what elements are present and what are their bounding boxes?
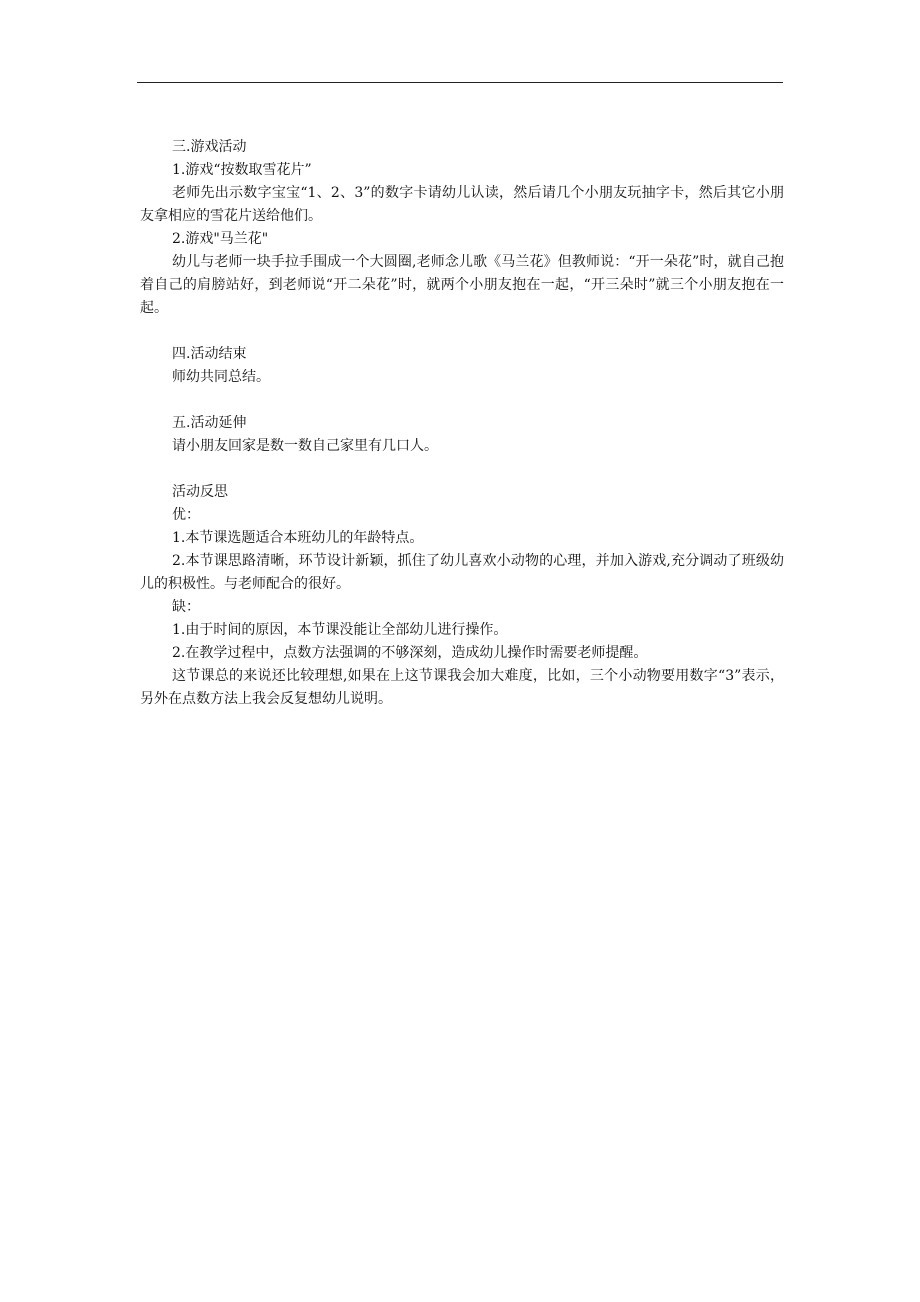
spacer [140,389,784,412]
section-5-heading: 五.活动延伸 [172,415,247,431]
pro-item-2: 2.本节课思路清晰，环节设计新颖，抓住了幼儿喜欢小动物的心理，并加入游戏,充分调动了班级幼儿的积极性。与老师配合的很好。 [140,553,784,592]
game-2-text: 幼儿与老师一块手拉手围成一个大圆圈,老师念儿歌《马兰花》但教师说：“开一朵花”时，就自己抱着自己的肩膀站好，到老师说“开二朵花”时，就两个小朋友抱在一起，“开三朵时”就三个小朋友抱在一起。 [140,254,784,316]
game-1-title: 1.游戏“按数取雪花片” [172,162,312,178]
spacer [140,458,784,481]
con-item-1: 1.由于时间的原因，本节课没能让全部幼儿进行操作。 [172,622,508,638]
spacer [140,320,784,343]
section-4-text: 师幼共同总结。 [172,369,270,385]
document-body [140,136,784,711]
reflection-summary: 这节课总的来说还比较理想,如果在上这节课我会加大难度，比如，三个小动物要用数字“3”表示，另外在点数方法上我会反复想幼儿说明。 [140,668,784,707]
con-item-2: 2.在教学过程中，点数方法强调的不够深刻，造成幼儿操作时需要老师提醒。 [172,645,648,661]
section-4-heading: 四.活动结束 [172,346,247,362]
header-rule [137,82,783,83]
cons-label: 缺： [172,599,200,615]
pros-label: 优： [172,507,200,523]
reflection-heading: 活动反思 [172,484,228,500]
game-2-title: 2.游戏"马兰花" [172,231,269,247]
section-5-text: 请小朋友回家是数一数自己家里有几口人。 [172,438,438,454]
game-1-text: 老师先出示数字宝宝“1、2、3”的数字卡请幼儿认读，然后请几个小朋友玩抽字卡，然后其它小朋友拿相应的雪花片送给他们。 [140,185,784,224]
section-3-heading: 三.游戏活动 [172,139,247,155]
pro-item-1: 1.本节课选题适合本班幼儿的年龄特点。 [172,530,424,546]
